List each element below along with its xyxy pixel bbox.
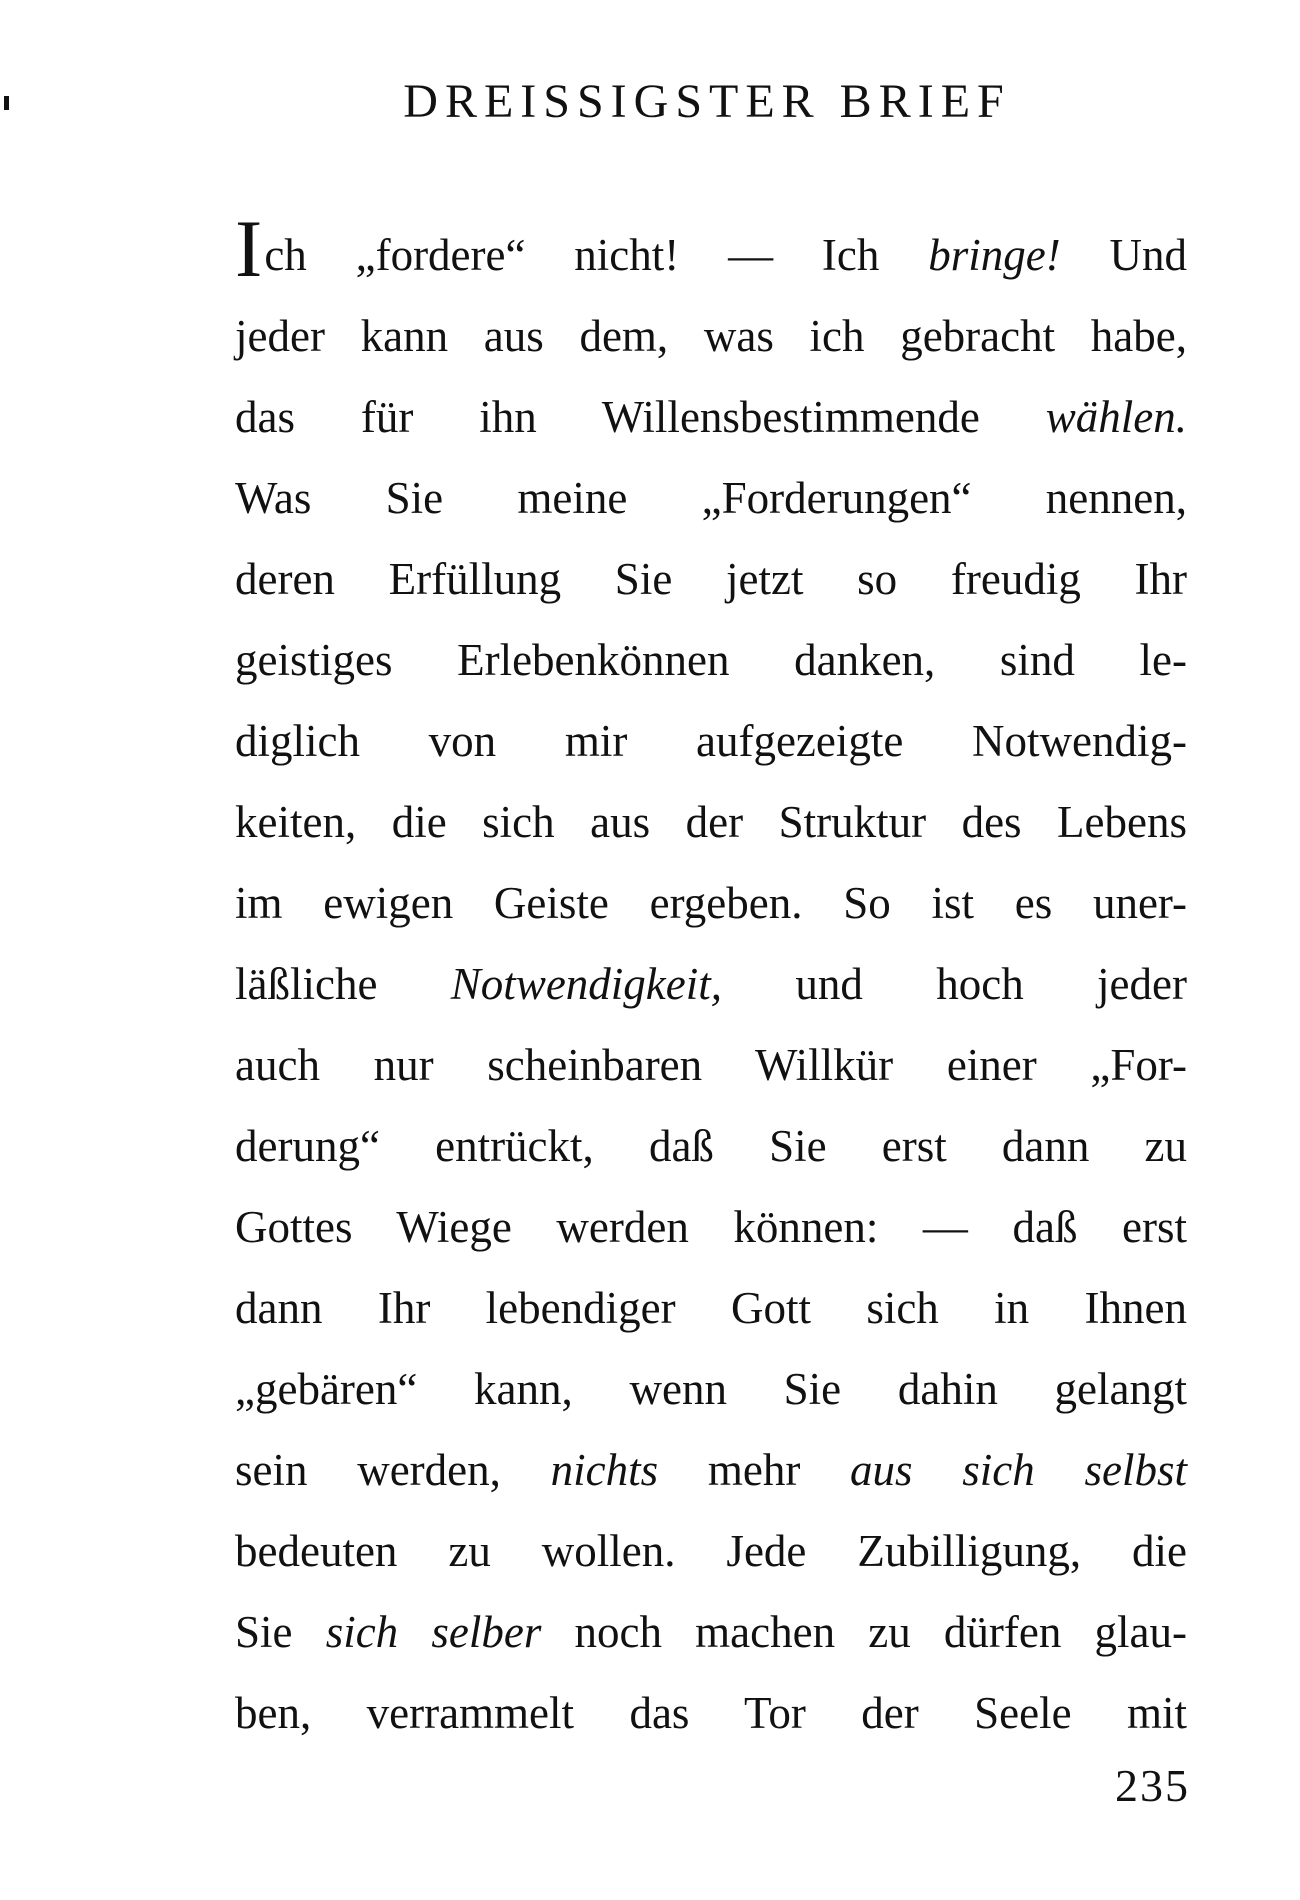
text-line-6: geistiges Erlebenkönnen danken, sind le- xyxy=(235,635,1187,685)
emphasis: bringe! xyxy=(928,230,1061,280)
running-head: DREISSIGSTER BRIEF xyxy=(403,75,1011,128)
text-line-1: Ich „fordere“ nicht! — Ich bringe! Und xyxy=(235,203,1187,294)
emphasis: wählen. xyxy=(1045,392,1187,442)
text-line-10: läßliche Notwendigkeit, und hoch jeder xyxy=(235,959,1187,1009)
emphasis: Notwendigkeit, xyxy=(450,959,723,1009)
text-line-4: Was Sie meine „Forderungen“ nennen, xyxy=(235,473,1187,523)
emphasis: nichts xyxy=(550,1445,659,1495)
text-line-15: „gebären“ kann, wenn Sie dahin gelangt xyxy=(235,1364,1187,1414)
emphasis: sich selber xyxy=(325,1607,542,1657)
page-number: 235 xyxy=(1115,1760,1190,1811)
text-line-12: derung“ entrückt, daß Sie erst dann zu xyxy=(235,1121,1187,1171)
text-line-16: sein werden, nichts mehr aus sich selbst xyxy=(235,1445,1187,1495)
text-line-2: jeder kann aus dem, was ich gebracht habe, xyxy=(235,311,1187,361)
initial-letter: I xyxy=(235,203,263,294)
text-line-19: ben, verrammelt das Tor der Seele mit xyxy=(235,1688,1187,1738)
text-line-7: diglich von mir aufgezeigte Notwendig- xyxy=(235,716,1187,766)
text-line-9: im ewigen Geiste ergeben. So ist es uner- xyxy=(235,878,1187,928)
text-line-17: bedeuten zu wollen. Jede Zubilligung, die xyxy=(235,1526,1187,1576)
text-line-18: Sie sich selber noch machen zu dürfen glau- xyxy=(235,1607,1187,1657)
text-line-13: Gottes Wiege werden können: — daß erst xyxy=(235,1202,1187,1252)
text-line-3: das für ihn Willensbestimmende wählen. xyxy=(235,392,1187,442)
text-line-11: auch nur scheinbaren Willkür einer „For- xyxy=(235,1040,1187,1090)
text-line-8: keiten, die sich aus der Struktur des Lebens xyxy=(235,797,1187,847)
body-text xyxy=(235,203,1187,1754)
emphasis: aus sich selbst xyxy=(850,1445,1187,1495)
text-line-14: dann Ihr lebendiger Gott sich in Ihnen xyxy=(235,1283,1187,1333)
text-line-5: deren Erfüllung Sie jetzt so freudig Ihr xyxy=(235,554,1187,604)
page-edge-mark xyxy=(4,96,9,110)
